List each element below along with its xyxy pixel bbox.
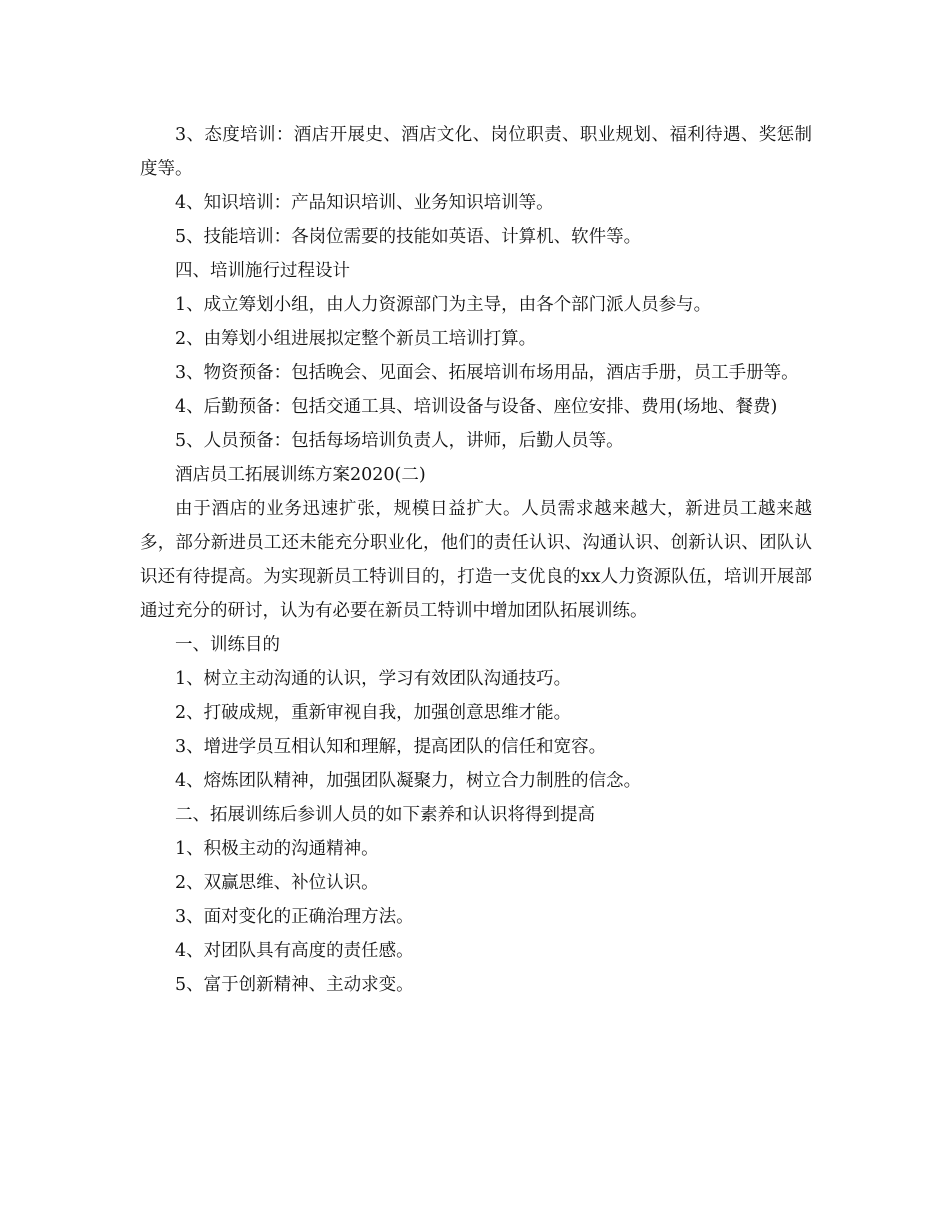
section-heading-improvements: 二、拓展训练后参训人员的如下素养和认识将得到提高 xyxy=(175,805,595,825)
improvement-item-1: 1、积极主动的沟通精神。 xyxy=(175,839,379,859)
objective-item-4: 4、熔炼团队精神，加强团队凝聚力，树立合力制胜的信念。 xyxy=(175,771,642,791)
paragraph-background: 由于酒店的业务迅速扩张，规模日益扩大。人员需求越来越大，新进员工越来越多，部分新进员工还未能充分职业化，他们的责任认识、沟通认识、创新认识、团队认识还有待提高。为实现新员工特训目的，打造一支优良的xx人力资源队伍，培训开展部通过充分的研讨，认为有必要在新员工特训中增加团队拓展训练。 xyxy=(140,499,812,621)
section-title-plan-two: 酒店员工拓展训练方案2020(二) xyxy=(175,465,426,485)
objective-item-1: 1、树立主动沟通的认识，学习有效团队沟通技巧。 xyxy=(175,669,572,689)
improvement-item-2: 2、双赢思维、补位认识。 xyxy=(175,873,379,893)
improvement-item-5: 5、富于创新精神、主动求变。 xyxy=(175,975,414,995)
objective-item-3: 3、增进学员互相认知和理解，提高团队的信任和宽容。 xyxy=(175,737,607,757)
improvement-item-4: 4、对团队具有高度的责任感。 xyxy=(175,941,414,961)
paragraph-planning-group: 1、成立筹划小组，由人力资源部门为主导，由各个部门派人员参与。 xyxy=(175,295,712,315)
paragraph-personnel-prep: 5、人员预备：包括每场培训负责人，讲师，后勤人员等。 xyxy=(175,431,624,451)
paragraph-skill-training: 5、技能培训：各岗位需要的技能如英语、计算机、软件等。 xyxy=(175,227,642,247)
document-body xyxy=(140,118,812,1002)
objective-item-2: 2、打破成规，重新审视自我，加强创意思维才能。 xyxy=(175,703,572,723)
section-heading-implementation: 四、培训施行过程设计 xyxy=(175,261,350,281)
section-heading-objectives: 一、训练目的 xyxy=(175,635,280,655)
improvement-item-3: 3、面对变化的正确治理方法。 xyxy=(175,907,414,927)
paragraph-logistics-prep: 4、后勤预备：包括交通工具、培训设备与设备、座位安排、费用(场地、餐费) xyxy=(175,397,778,417)
paragraph-material-prep: 3、物资预备：包括晚会、见面会、拓展培训布场用品，酒店手册，员工手册等。 xyxy=(175,363,799,383)
paragraph-attitude-training: 3、态度培训：酒店开展史、酒店文化、岗位职责、职业规划、福利待遇、奖惩制度等。 xyxy=(140,125,812,179)
paragraph-training-plan: 2、由筹划小组进展拟定整个新员工培训打算。 xyxy=(175,329,537,349)
paragraph-knowledge-training: 4、知识培训：产品知识培训、业务知识培训等。 xyxy=(175,193,554,213)
